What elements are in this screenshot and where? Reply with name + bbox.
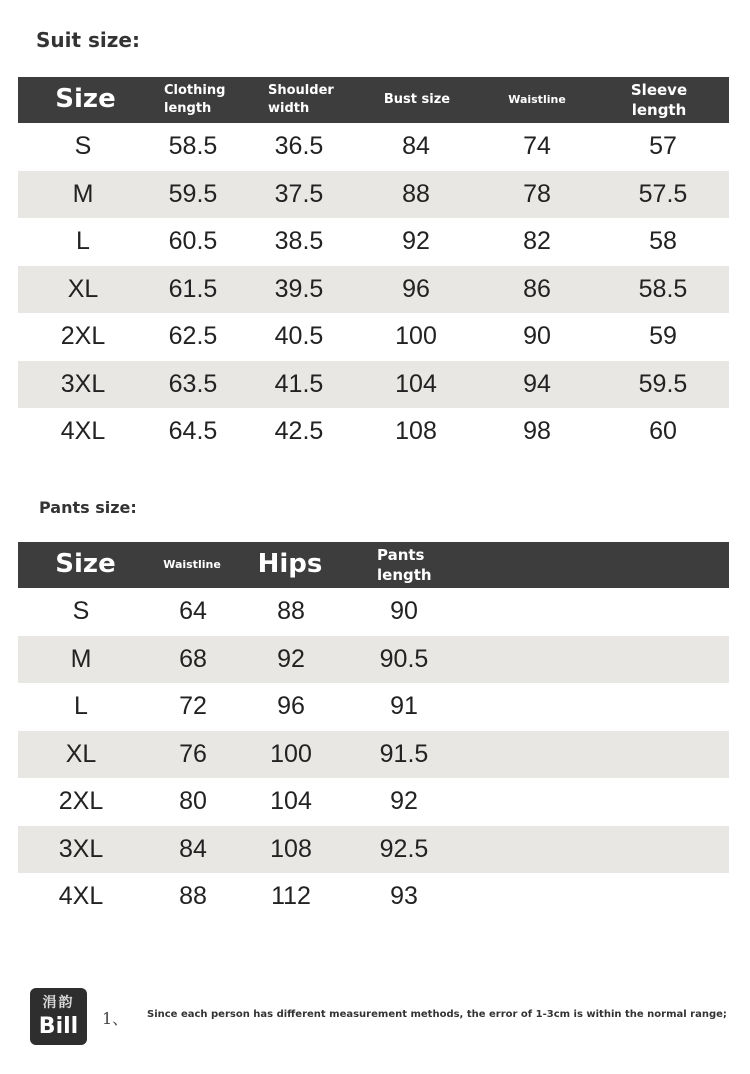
suit-table-row bbox=[18, 171, 729, 219]
suit-header-shoulder-width: Shoulder width bbox=[268, 83, 334, 116]
note-number: 1、 bbox=[102, 1009, 129, 1028]
suit-table-row bbox=[18, 313, 729, 361]
suit-table-cell: 100 bbox=[395, 322, 437, 351]
suit-table-cell: 3XL bbox=[60, 369, 106, 398]
suit-table-cell: M bbox=[72, 179, 94, 208]
pants-table-cell: 76 bbox=[179, 739, 207, 768]
suit-table-cell: 88 bbox=[402, 179, 430, 208]
suit-table-cell: 94 bbox=[523, 369, 551, 398]
suit-table-cell: 58.5 bbox=[638, 274, 688, 303]
pants-table-cell: 64 bbox=[179, 597, 207, 626]
pants-table-cell: 88 bbox=[179, 882, 207, 911]
measurement-note bbox=[30, 986, 727, 1046]
pants-table-cell: 92.5 bbox=[379, 834, 429, 863]
pants-table-cell: 92 bbox=[390, 787, 418, 816]
pants-table-cell: 92 bbox=[277, 644, 305, 673]
suit-table-cell: 64.5 bbox=[168, 417, 218, 446]
suit-table-cell: 41.5 bbox=[274, 369, 324, 398]
suit-table-cell: 96 bbox=[402, 274, 430, 303]
suit-header-size: Size bbox=[55, 84, 116, 115]
suit-header-bust-size: Bust size bbox=[383, 92, 451, 108]
pants-table-row bbox=[18, 873, 729, 921]
pants-table-cell: 84 bbox=[179, 834, 207, 863]
suit-table-cell: 78 bbox=[523, 179, 551, 208]
suit-table-cell: 58 bbox=[649, 227, 677, 256]
suit-table-cell: 57 bbox=[649, 132, 677, 161]
suit-table-cell: 74 bbox=[523, 132, 551, 161]
pants-table-cell: 91 bbox=[390, 692, 418, 721]
pants-header-hips: Hips bbox=[257, 549, 323, 580]
pants-table-cell: 68 bbox=[179, 644, 207, 673]
pants-table-row bbox=[18, 588, 729, 636]
pants-table-cell: 100 bbox=[270, 739, 312, 768]
suit-header-clothing-length: Clothing length bbox=[164, 83, 226, 116]
pants-table-cell: 72 bbox=[179, 692, 207, 721]
pants-table-cell: 90 bbox=[390, 597, 418, 626]
suit-table-cell: 36.5 bbox=[274, 132, 324, 161]
pants-table-cell: 3XL bbox=[58, 834, 104, 863]
suit-table-cell: 84 bbox=[402, 132, 430, 161]
pants-table-cell: 104 bbox=[270, 787, 312, 816]
brand-logo bbox=[30, 988, 87, 1045]
suit-table-cell: L bbox=[76, 227, 90, 256]
pants-table-row bbox=[18, 778, 729, 826]
pants-table-row bbox=[18, 826, 729, 874]
suit-table-cell: 60.5 bbox=[168, 227, 218, 256]
pants-header-size: Size bbox=[55, 549, 116, 580]
suit-table-cell: 59.5 bbox=[638, 369, 688, 398]
brand-logo-top-text: 涓韵 bbox=[42, 995, 75, 1011]
suit-table-cell: 4XL bbox=[60, 417, 106, 446]
brand-logo-main-text: Bill bbox=[38, 1014, 79, 1039]
pants-header-pants-length: Pants length bbox=[377, 545, 432, 584]
pants-header-row bbox=[18, 542, 729, 588]
suit-table-cell: 86 bbox=[523, 274, 551, 303]
pants-table-cell: 80 bbox=[179, 787, 207, 816]
pants-table-row bbox=[18, 731, 729, 779]
pants-table-cell: 112 bbox=[271, 882, 311, 911]
note-text: Since each person has different measurement methods, the error of 1-3cm is within the normal range; bbox=[147, 1009, 727, 1020]
suit-table-cell: 90 bbox=[523, 322, 551, 351]
pants-table-cell: 93 bbox=[390, 882, 418, 911]
pants-table-cell: M bbox=[70, 644, 92, 673]
pants-size-title: Pants size: bbox=[39, 498, 137, 517]
suit-table-cell: 57.5 bbox=[638, 179, 688, 208]
suit-table-cell: 58.5 bbox=[168, 132, 218, 161]
suit-table-row bbox=[18, 123, 729, 171]
pants-header-waistline: Waistline bbox=[163, 557, 221, 571]
suit-table-cell: 37.5 bbox=[274, 179, 324, 208]
pants-table-row bbox=[18, 636, 729, 684]
pants-table-cell: S bbox=[72, 597, 90, 626]
suit-header-row bbox=[18, 77, 729, 123]
pants-size-table bbox=[18, 542, 729, 921]
suit-table-cell: 59.5 bbox=[168, 179, 218, 208]
suit-table-cell: 62.5 bbox=[168, 322, 218, 351]
suit-table-cell: XL bbox=[67, 274, 99, 303]
pants-table-cell: 90.5 bbox=[379, 644, 429, 673]
suit-size-title: Suit size: bbox=[36, 28, 140, 52]
suit-size-table bbox=[18, 77, 729, 456]
suit-table-cell: 60 bbox=[649, 417, 677, 446]
suit-table-cell: 63.5 bbox=[168, 369, 218, 398]
suit-table-cell: 40.5 bbox=[274, 322, 324, 351]
pants-table-cell: 88 bbox=[277, 597, 305, 626]
suit-table-row bbox=[18, 218, 729, 266]
suit-table-cell: 92 bbox=[402, 227, 430, 256]
pants-table-cell: 4XL bbox=[58, 882, 104, 911]
pants-table-cell: XL bbox=[65, 739, 97, 768]
suit-table-cell: 2XL bbox=[60, 322, 106, 351]
suit-table-cell: S bbox=[74, 132, 92, 161]
pants-table-row bbox=[18, 683, 729, 731]
suit-table-cell: 59 bbox=[649, 322, 677, 351]
suit-table-row bbox=[18, 266, 729, 314]
suit-table-cell: 39.5 bbox=[274, 274, 324, 303]
pants-table-cell: L bbox=[74, 692, 88, 721]
suit-table-cell: 82 bbox=[523, 227, 551, 256]
suit-table-cell: 108 bbox=[395, 417, 437, 446]
suit-table-cell: 42.5 bbox=[274, 417, 324, 446]
pants-table-cell: 108 bbox=[270, 834, 312, 863]
suit-table-row bbox=[18, 408, 729, 456]
suit-header-sleeve-length: Sleeve length bbox=[630, 80, 688, 119]
suit-table-cell: 98 bbox=[523, 417, 551, 446]
pants-table-cell: 2XL bbox=[58, 787, 104, 816]
suit-table-cell: 38.5 bbox=[274, 227, 324, 256]
pants-table-cell: 91.5 bbox=[379, 739, 429, 768]
pants-table-cell: 96 bbox=[277, 692, 305, 721]
suit-table-row bbox=[18, 361, 729, 409]
suit-table-cell: 104 bbox=[395, 369, 437, 398]
suit-table-cell: 61.5 bbox=[168, 274, 218, 303]
suit-header-waistline: Waistline bbox=[508, 92, 566, 106]
